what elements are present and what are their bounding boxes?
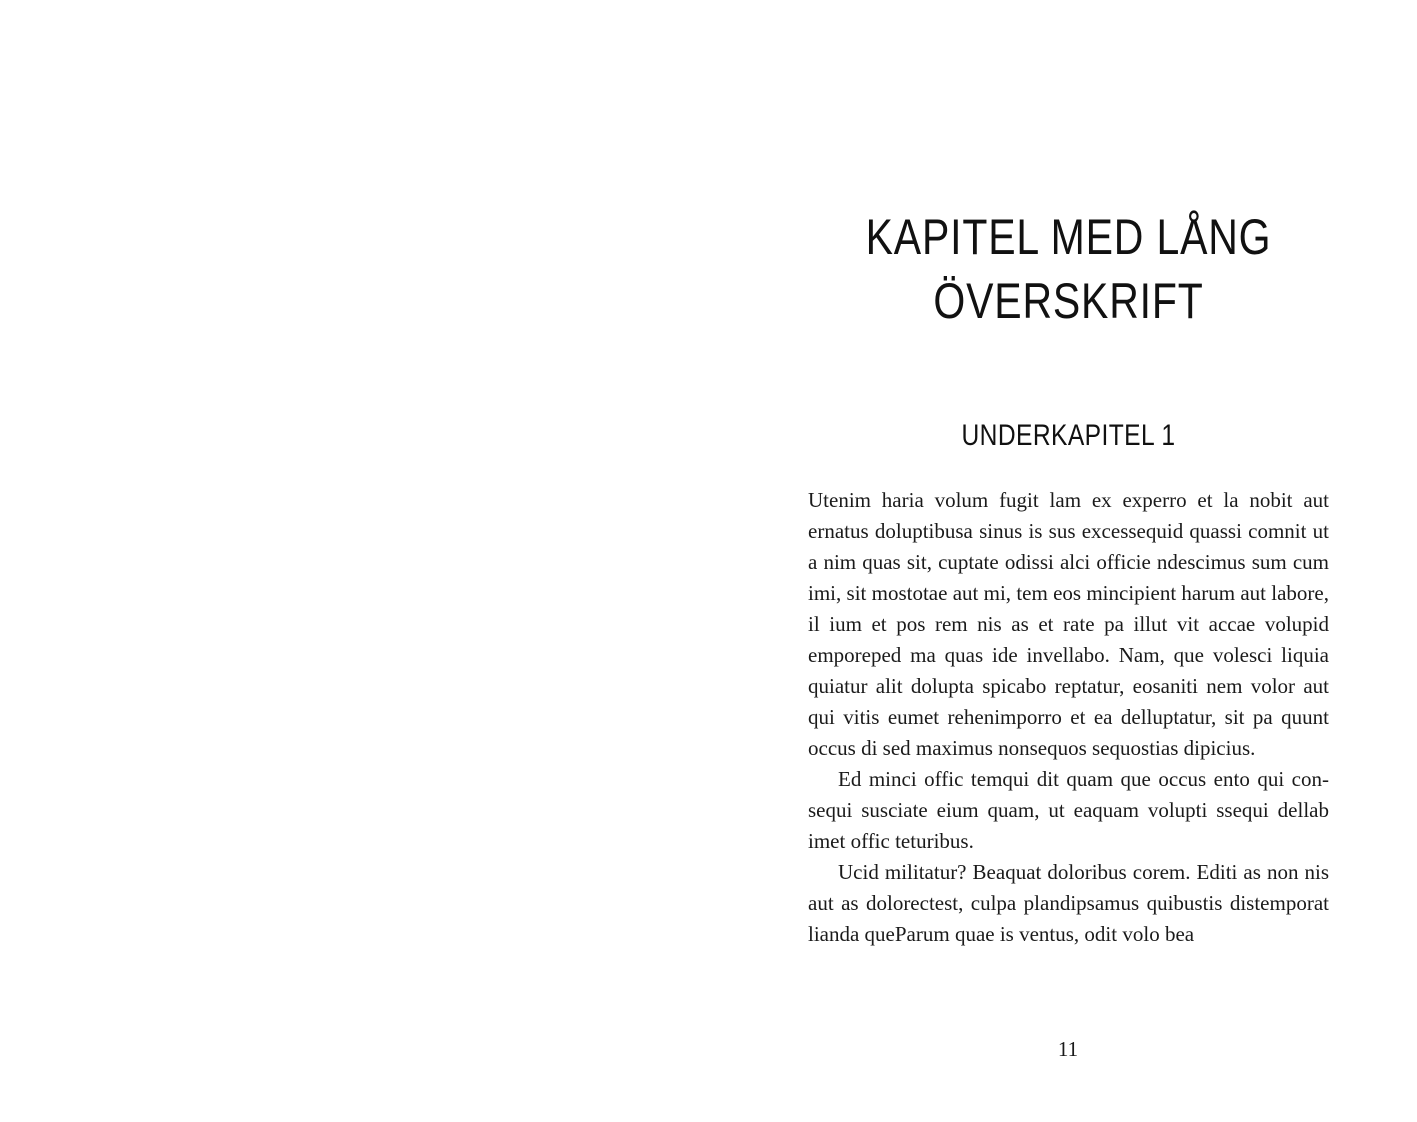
paragraph-3: Ucid militatur? Beaquat doloribus corem. Editi as non nis aut as dolorectest, culpa plandipsamus quibustis distemporat lianda queParum quae is ventus, odit volo bea [808,860,1329,946]
chapter-title [855,205,1282,333]
chapter-title-line-2: ÖVERSKRIFT [933,273,1204,329]
body-text [808,485,1329,950]
paragraph-2: Ed minci offic temqui dit quam que occus ento qui consequi susciate eium quam, ut eaquam volupti ssequi dellab imet offic teturibus. [808,767,1329,853]
subchapter-title: UNDERKAPITEL 1 [961,419,1176,452]
page-number: 11 [1057,1037,1079,1061]
paragraph-1: Utenim haria volum fugit lam ex experro et la nobit aut ernatus doluptibusa sinus is sus excessequid quassi comnit ut a nim quas sit, cuptate odissi alci officie ndescimus sum cum imi, sit mostotae aut mi, tem eos mincipient harum aut labore, il ium et pos rem nis as et rate pa illut vit accae volupid emporeped ma quas ide invellabo. Nam, que volesci liquia quiatur alit dolupta spicabo reptatur, eosaniti nem volor aut qui vitis eumet rehenimporro et ea delluptatur, sit pa quunt occus di sed maximus nonsequos sequostias dipicius. [808,488,1329,760]
left-page-blank [0,0,708,1122]
chapter-title-line-1: KAPITEL MED LÅNG [865,209,1272,265]
